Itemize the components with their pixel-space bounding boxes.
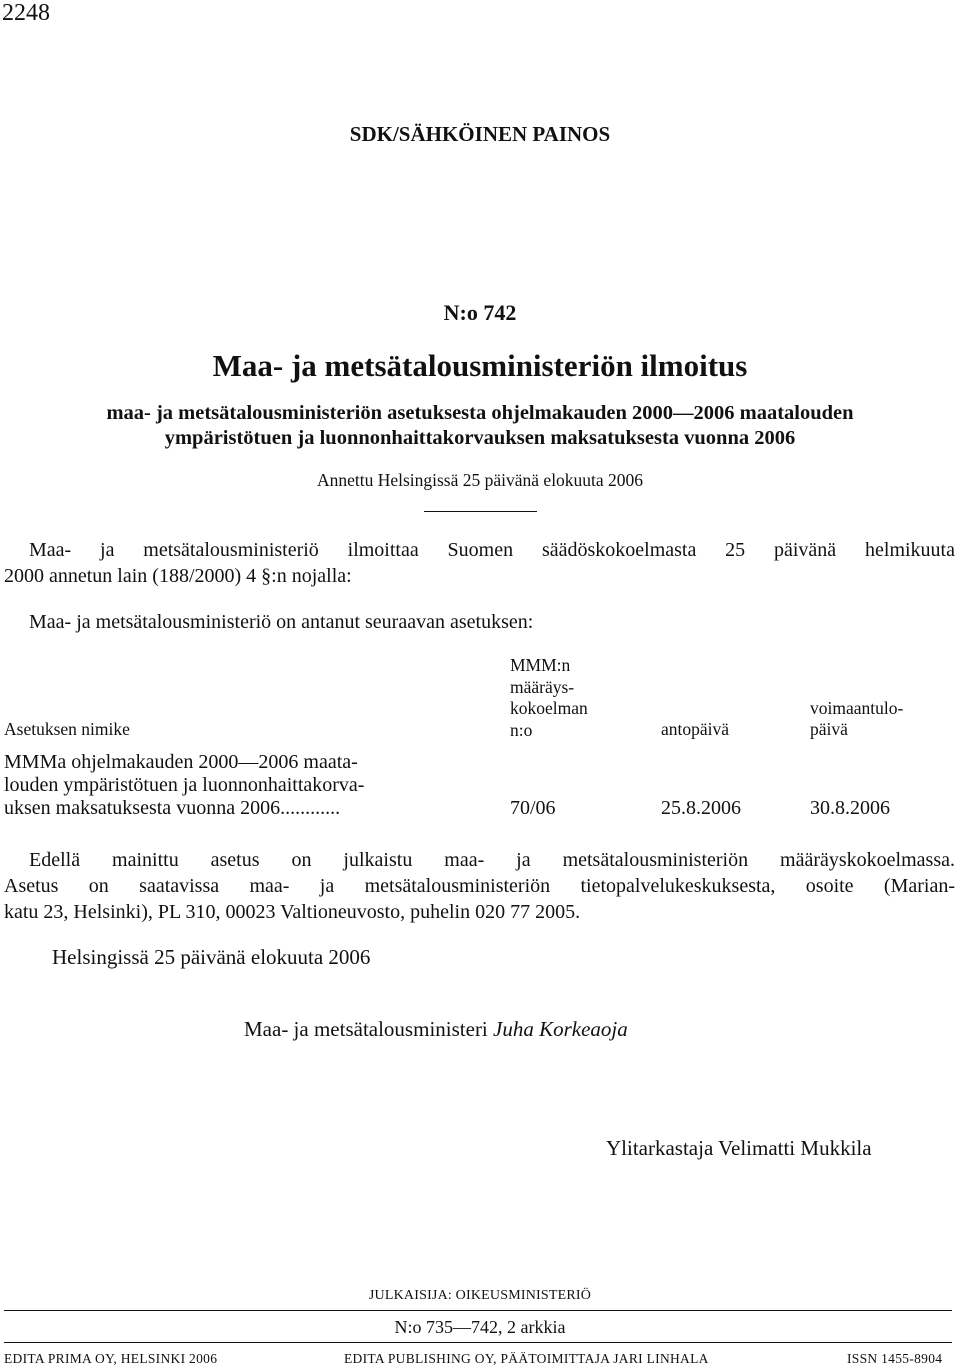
footer-publisher: EDITA PUBLISHING OY, PÄÄTOIMITTAJA JARI LINHALA [344,1351,709,1366]
official-signature: Ylitarkastaja Velimatti Mukkila [606,1136,872,1160]
intro-line-2: 2000 annetun lain (188/2000) 4 §:n nojalla: [4,565,352,587]
publisher-label: JULKAISIJA: OIKEUSMINISTERIÖ [368,1288,592,1303]
table-cell-name [4,751,364,820]
paragraph-line-1: Edellä mainittu asetus on julkaistu maa- ja metsätalousministeriön määräyskokoelmassa. [29,849,955,871]
title-divider [424,511,537,512]
table-cell-issued: 25.8.2006 [661,797,741,819]
intro-line-3: Maa- ja metsätalousministeriö on antanut seuraavan asetuksen: [29,611,534,633]
subtitle-line-2: ympäristötuen ja luonnonhaittakorvauksen maksatuksesta vuonna 2006 [164,427,796,449]
footer-issn: ISSN 1455-8904 [847,1351,943,1366]
edition-label: SDK/SÄHKÖINEN PAINOS [349,122,611,146]
page-number: 2248 [2,0,50,26]
regulation-name: MMMa ohjelmakauden 2000—2006 maata- louden ympäristötuen ja luonnonhaittakorva- uksen maksatuksesta vuonna 2006 [4,751,365,819]
minister-name: Juha Korkeaoja [493,1017,628,1041]
subtitle-line-1: maa- ja metsätalousministeriön asetuksesta ohjelmakauden 2000—2006 maatalouden [106,402,854,424]
table-cell-effective: 30.8.2006 [810,797,890,819]
table-header-name: Asetuksen nimike [4,719,130,739]
paragraph-line-2: Asetus on saatavissa maa- ja metsätalousministeriön tietopalvelukeskuksesta, osoite (Marian- [4,875,955,897]
footer-printer: EDITA PRIMA OY, HELSINKI 2006 [4,1351,218,1366]
document-number: N:o 742 [443,300,517,325]
minister-signature [244,1016,628,1042]
place-and-date: Helsingissä 25 päivänä elokuuta 2006 [52,945,371,969]
paragraph-line-3: katu 23, Helsinki), PL 310, 00023 Valtioneuvosto, puhelin 020 77 2005. [4,901,581,923]
table-header-number: MMM:n määräys- kokoelman n:o [510,655,588,740]
footer-divider-top [4,1310,952,1311]
sheet-info: N:o 735—742, 2 arkkia [394,1317,566,1337]
minister-title: Maa- ja metsätalousministeri [244,1017,488,1041]
intro-line-1: Maa- ja metsätalousministeriö ilmoittaa Suomen säädöskokoelmasta 25 päivänä helmikuuta [29,539,955,561]
table-header-issued: antopäivä [661,719,730,739]
given-date: Annettu Helsingissä 25 päivänä elokuuta 2006 [316,470,644,490]
dot-leader: ............ [280,797,341,819]
document-title: Maa- ja metsätalousministeriön ilmoitus [212,348,748,383]
table-cell-number: 70/06 [510,797,556,819]
table-header-effective: voimaantulo- päivä [810,698,904,739]
footer-divider-bottom [4,1342,952,1343]
